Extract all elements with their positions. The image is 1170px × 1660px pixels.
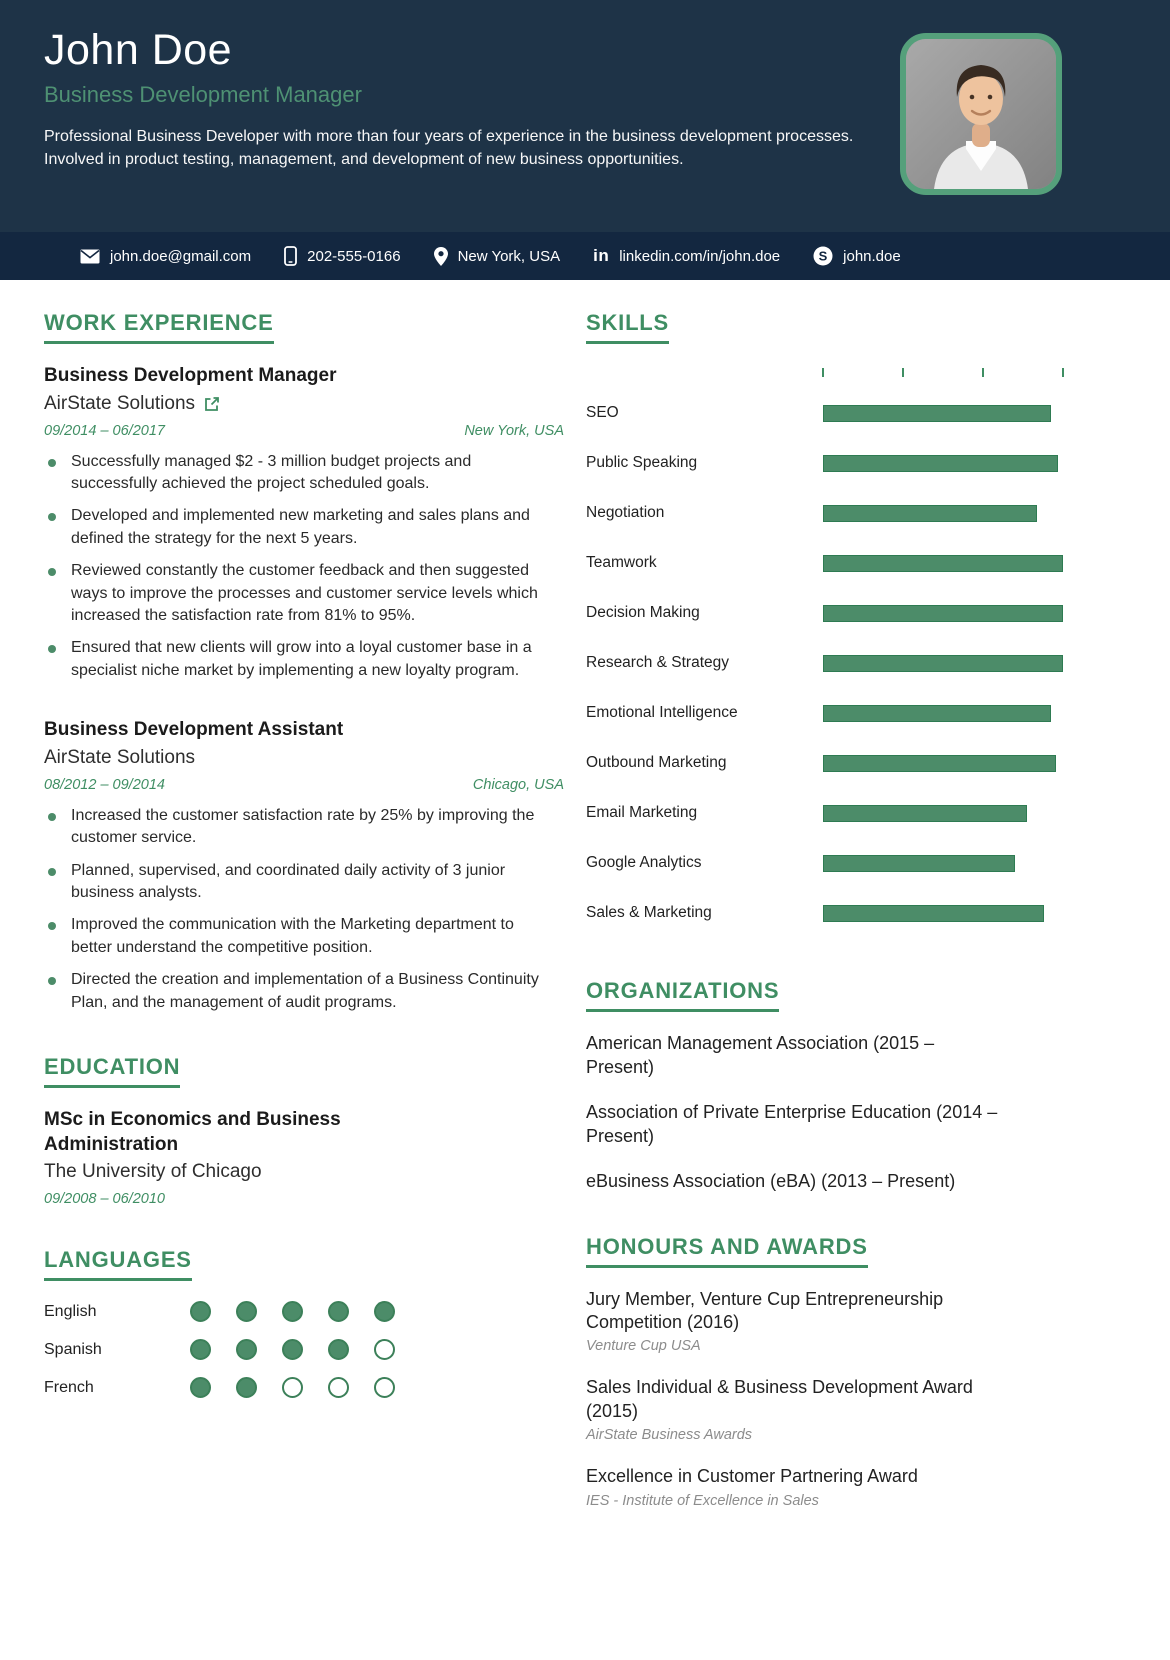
header bbox=[0, 0, 1170, 232]
skill-row bbox=[586, 438, 1105, 488]
company-row bbox=[44, 747, 564, 769]
contact-phone[interactable] bbox=[284, 246, 400, 266]
award-item bbox=[586, 1288, 1105, 1355]
job-bullet: Successfully managed $2 - 3 million budget projects and successfully achieved the project scheduled goals. bbox=[44, 451, 544, 496]
level-dot-empty-icon bbox=[374, 1339, 395, 1360]
skill-bar bbox=[823, 855, 1063, 872]
job-title: Business Development Manager bbox=[44, 365, 337, 386]
language-row bbox=[44, 1301, 564, 1322]
award-title: Sales Individual & Business Development Award (2015) bbox=[586, 1377, 973, 1421]
scale-tick-icon bbox=[1062, 368, 1064, 377]
company-row bbox=[44, 393, 564, 415]
skill-bar bbox=[823, 905, 1063, 922]
organization-item: eBusiness Association (eBA) (2013 – Present) bbox=[586, 1170, 956, 1191]
language-name: French bbox=[44, 1378, 94, 1396]
skill-bar bbox=[823, 655, 1063, 672]
job-bullet: Ensured that new clients will grow into a loyal customer base in a specialist niche market by implementing a new loyalty program. bbox=[44, 637, 544, 682]
education-heading: EDUCATION bbox=[44, 1054, 180, 1088]
language-level bbox=[190, 1339, 395, 1360]
organization-item: American Management Association (2015 – Present) bbox=[586, 1033, 935, 1077]
contact-skype-text: john.doe bbox=[843, 247, 901, 265]
level-dot-filled-icon bbox=[282, 1339, 303, 1360]
job-entry bbox=[44, 718, 564, 1014]
award-issuer: Venture Cup USA bbox=[586, 1338, 701, 1355]
contact-phone-text: 202-555-0166 bbox=[307, 247, 401, 265]
skill-bar bbox=[823, 405, 1063, 422]
section-organizations bbox=[586, 978, 1105, 1194]
level-dot-empty-icon bbox=[282, 1377, 303, 1398]
work-experience-heading: WORK EXPERIENCE bbox=[44, 310, 274, 344]
location-pin-icon bbox=[434, 247, 448, 266]
level-dot-empty-icon bbox=[328, 1377, 349, 1398]
level-dot-filled-icon bbox=[236, 1377, 257, 1398]
scale-tick-icon bbox=[902, 368, 904, 377]
skill-name: Public Speaking bbox=[586, 454, 698, 471]
level-dot-filled-icon bbox=[236, 1301, 257, 1322]
skill-name: Decision Making bbox=[586, 604, 700, 621]
skill-bar bbox=[823, 805, 1063, 822]
job-dates: 08/2012 – 09/2014 bbox=[44, 776, 165, 793]
linkedin-icon: in bbox=[593, 246, 610, 265]
skill-name: Teamwork bbox=[586, 554, 657, 571]
job-meta bbox=[44, 423, 564, 439]
skill-name: Google Analytics bbox=[586, 854, 702, 871]
external-link-icon[interactable] bbox=[204, 396, 220, 412]
job-dates: 09/2014 – 06/2017 bbox=[44, 422, 165, 439]
level-dot-filled-icon bbox=[190, 1377, 211, 1398]
skill-name: Negotiation bbox=[586, 504, 665, 521]
school-name: The University of Chicago bbox=[44, 1161, 262, 1183]
skill-row bbox=[586, 588, 1105, 638]
contact-skype[interactable] bbox=[813, 246, 901, 266]
skill-bar bbox=[823, 705, 1063, 722]
profile-summary: Professional Business Developer with more than four years of experience in the business development processes. Involved in product testing, management, and development of new business opportunities. bbox=[44, 128, 854, 168]
level-dot-empty-icon bbox=[374, 1377, 395, 1398]
skill-row bbox=[586, 888, 1105, 938]
section-work-experience bbox=[44, 310, 564, 1014]
level-dot-filled-icon bbox=[190, 1301, 211, 1322]
award-item bbox=[586, 1465, 1105, 1508]
skill-name: Sales & Marketing bbox=[586, 904, 712, 921]
education-dates: 09/2008 – 06/2010 bbox=[44, 1191, 165, 1208]
person-portrait-image bbox=[906, 39, 1056, 189]
section-skills bbox=[586, 310, 1105, 938]
level-dot-filled-icon bbox=[328, 1339, 349, 1360]
skill-bar bbox=[823, 605, 1063, 622]
section-languages bbox=[44, 1247, 564, 1398]
job-bullet: Increased the customer satisfaction rate by 25% by improving the customer service. bbox=[44, 805, 544, 850]
skill-name: Research & Strategy bbox=[586, 654, 730, 671]
scale-tick-icon bbox=[982, 368, 984, 377]
contact-linkedin[interactable] bbox=[593, 246, 780, 266]
skill-row bbox=[586, 638, 1105, 688]
job-location: New York, USA bbox=[464, 422, 564, 439]
level-dot-filled-icon bbox=[190, 1339, 211, 1360]
job-bullet: Reviewed constantly the customer feedback and then suggested ways to improve the processes and customer service levels which increased the satisfaction rate from 81% to 95%. bbox=[44, 560, 544, 627]
contact-linkedin-text: linkedin.com/in/john.doe bbox=[619, 247, 781, 265]
scale-tick-icon bbox=[822, 368, 824, 377]
job-bullets bbox=[44, 805, 564, 1014]
job-title: Business Development Assistant bbox=[44, 719, 344, 741]
svg-text:S: S bbox=[818, 248, 828, 264]
skills-heading: SKILLS bbox=[586, 310, 669, 344]
left-column bbox=[44, 310, 564, 1438]
company-name: AirState Solutions bbox=[44, 746, 196, 768]
language-name: English bbox=[44, 1302, 97, 1320]
level-dot-filled-icon bbox=[374, 1301, 395, 1322]
section-education bbox=[44, 1054, 564, 1207]
award-title: Excellence in Customer Partnering Award bbox=[586, 1466, 918, 1487]
job-bullet: Developed and implemented new marketing and sales plans and defined the strategy for the next 5 years. bbox=[44, 505, 544, 550]
organizations-heading: ORGANIZATIONS bbox=[586, 978, 779, 1012]
skill-bar bbox=[823, 505, 1063, 522]
job-bullet: Directed the creation and implementation of a Business Continuity Plan, and the management of audit programs. bbox=[44, 969, 544, 1014]
award-issuer: IES - Institute of Excellence in Sales bbox=[586, 1492, 819, 1509]
envelope-icon bbox=[80, 249, 100, 264]
main-content bbox=[0, 280, 1170, 1549]
contact-email-text: john.doe@gmail.com bbox=[110, 247, 252, 265]
mobile-phone-icon bbox=[284, 246, 297, 266]
person-job-title: Business Development Manager bbox=[44, 82, 362, 107]
skill-name: SEO bbox=[586, 404, 619, 421]
section-awards bbox=[586, 1234, 1105, 1509]
language-level bbox=[190, 1377, 395, 1398]
level-dot-filled-icon bbox=[236, 1339, 257, 1360]
skill-row bbox=[586, 688, 1105, 738]
company-name: AirState Solutions bbox=[44, 392, 196, 414]
contact-location-text: New York, USA bbox=[457, 247, 561, 265]
skill-name: Email Marketing bbox=[586, 804, 698, 821]
skill-name: Emotional Intelligence bbox=[586, 704, 738, 721]
job-meta bbox=[44, 777, 564, 793]
awards-heading: HONOURS AND AWARDS bbox=[586, 1234, 868, 1268]
award-issuer: AirState Business Awards bbox=[586, 1427, 753, 1444]
skype-icon bbox=[813, 246, 833, 266]
language-row bbox=[44, 1377, 564, 1398]
degree-title: MSc in Economics and Business Administration bbox=[44, 1109, 341, 1155]
skills-scale bbox=[823, 364, 1063, 388]
job-bullet: Planned, supervised, and coordinated daily activity of 3 junior business analysts. bbox=[44, 860, 544, 905]
job-bullet: Improved the communication with the Marketing department to better understand the competitive position. bbox=[44, 914, 544, 959]
skill-bar bbox=[823, 555, 1063, 572]
level-dot-filled-icon bbox=[282, 1301, 303, 1322]
contact-location bbox=[434, 247, 561, 266]
level-dot-filled-icon bbox=[328, 1301, 349, 1322]
award-item bbox=[586, 1376, 1105, 1443]
job-bullets bbox=[44, 451, 564, 683]
skill-row bbox=[586, 388, 1105, 438]
person-name: John Doe bbox=[44, 26, 233, 74]
skill-bar bbox=[823, 455, 1063, 472]
job-location: Chicago, USA bbox=[472, 776, 564, 793]
language-level bbox=[190, 1301, 395, 1322]
skill-row bbox=[586, 788, 1105, 838]
language-row bbox=[44, 1339, 564, 1360]
profile-photo bbox=[900, 33, 1062, 195]
language-name: Spanish bbox=[44, 1340, 102, 1358]
job-entry bbox=[44, 364, 564, 682]
skill-row bbox=[586, 738, 1105, 788]
skill-name: Outbound Marketing bbox=[586, 754, 727, 771]
right-column bbox=[586, 310, 1105, 1549]
skill-row bbox=[586, 838, 1105, 888]
organization-item: Association of Private Enterprise Education (2014 – Present) bbox=[586, 1101, 998, 1146]
award-title: Jury Member, Venture Cup Entrepreneurship Competition (2016) bbox=[586, 1288, 944, 1333]
skill-bar bbox=[823, 755, 1063, 772]
contact-email[interactable] bbox=[80, 248, 251, 265]
contact-bar bbox=[0, 232, 1170, 280]
languages-heading: LANGUAGES bbox=[44, 1247, 192, 1281]
skill-row bbox=[586, 488, 1105, 538]
skill-row bbox=[586, 538, 1105, 588]
